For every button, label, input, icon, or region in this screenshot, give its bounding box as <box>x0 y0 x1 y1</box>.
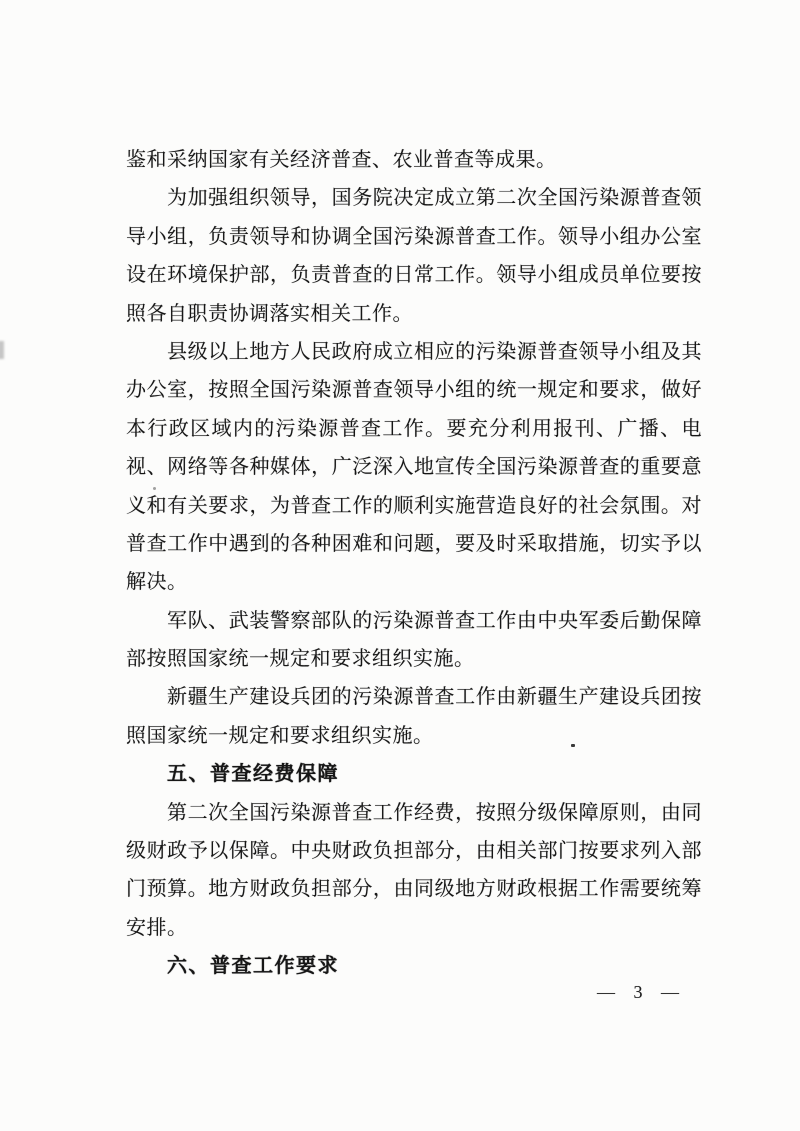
text-line: 本行政区域内的污染源普查工作。要充分利用报刊、广播、电 <box>126 417 702 440</box>
text-line: 解决。 <box>126 571 188 594</box>
scan-artifact <box>0 341 4 359</box>
text-line: 导小组，负责领导和协调全国污染源普查工作。领导小组办公室 <box>126 225 702 248</box>
text-line: 义和有关要求，为普查工作的顺利实施营造良好的社会氛围。对 <box>126 494 702 517</box>
text-line: 视、网络等各种媒体，广泛深入地宣传全国污染源普查的重要意 <box>126 456 702 479</box>
text-line: 照国家统一规定和要求组织实施。 <box>126 724 434 747</box>
text-line: 为加强组织领导，国务院决定成立第二次全国污染源普查领 <box>167 187 702 210</box>
text-line: 普查工作中遇到的各种困难和问题，要及时采取措施，切实予以 <box>126 532 702 555</box>
text-line: 新疆生产建设兵团的污染源普查工作由新疆生产建设兵团按 <box>167 686 702 709</box>
text-line: 第二次全国污染源普查工作经费，按照分级保障原则，由同 <box>167 801 702 824</box>
text-line: 鉴和采纳国家有关经济普查、农业普查等成果。 <box>126 149 557 171</box>
scan-artifact <box>153 487 156 490</box>
text-line: 照各自职责协调落实相关工作。 <box>126 302 413 325</box>
text-line: 办公室，按照全国污染源普查领导小组的统一规定和要求，做好 <box>126 379 702 402</box>
section-heading-5: 五、普查经费保障 <box>167 763 339 786</box>
text-line: 部按照国家统一规定和要求组织实施。 <box>126 648 475 671</box>
text-line: 安排。 <box>126 916 188 939</box>
text-line: 县级以上地方人民政府成立相应的污染源普查领导小组及其 <box>167 340 702 363</box>
text-line: 门预算。地方财政负担部分，由同级地方财政根据工作需要统筹 <box>126 878 702 901</box>
text-line: 级财政予以保障。中央财政负担部分，由相关部门按要求列入部 <box>126 840 702 863</box>
scan-artifact <box>571 744 575 747</box>
page-number: — 3 — <box>597 982 680 1002</box>
document-body <box>126 141 702 986</box>
section-heading-6: 六、普查工作要求 <box>167 955 339 978</box>
text-line: 设在环境保护部，负责普查的日常工作。领导小组成员单位要按 <box>126 264 702 287</box>
text-line: 军队、武装警察部队的污染源普查工作由中央军委后勤保障 <box>167 609 702 632</box>
